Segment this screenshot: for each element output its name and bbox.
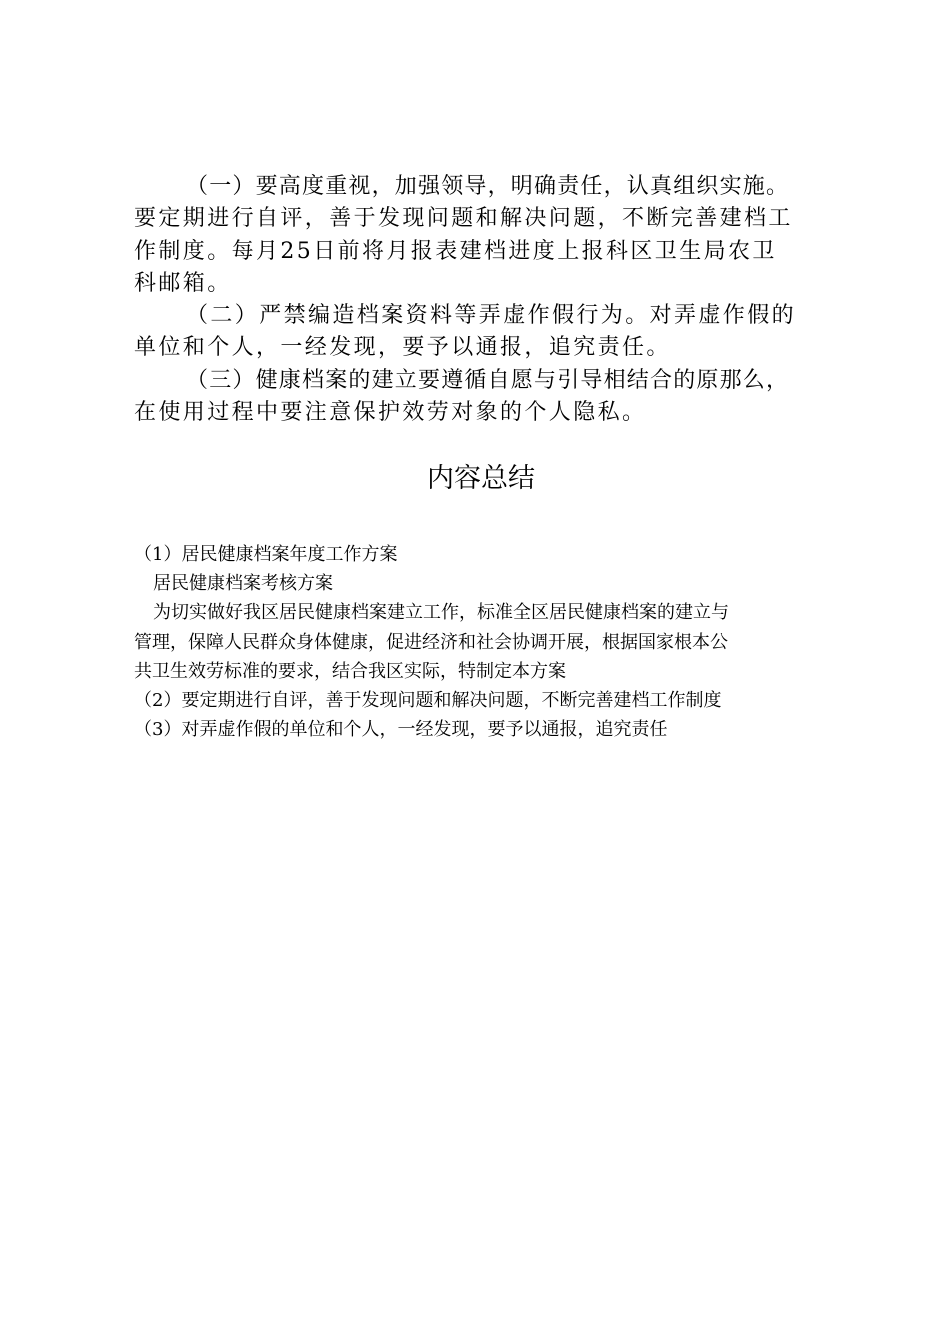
paragraph-1-line-4: 科邮箱。: [134, 270, 232, 296]
summary-item-2: （2）要定期进行自评，善于发现问题和解决问题，不断完善建档工作制度: [134, 690, 722, 712]
summary-item-1-detail-line-3: 共卫生效劳标准的要求，结合我区实际，特制定本方案: [134, 660, 566, 682]
body-text: [134, 171, 854, 429]
paragraph-1-line-1: （一）要高度重视，加强领导，明确责任，认真组织实施。: [186, 174, 790, 199]
paragraph-3-line-1: （三）健康档案的建立要遵循自愿与引导相结合的原那么，: [186, 367, 790, 393]
summary-title: 内容总结: [427, 463, 535, 494]
summary-item-3: （3）对弄虚作假的单位和个人，一经发现，要予以通报，追究责任: [134, 719, 668, 741]
summary-item-1-detail-line-2: 管理，保障人民群众身体健康，促进经济和社会协调开展，根据国家根本公: [134, 631, 728, 653]
summary-item-1-detail-line-1: 为切实做好我区居民健康档案建立工作，标准全区居民健康档案的建立与: [153, 602, 729, 624]
paragraph-3-line-2: 在使用过程中要注意保护效劳对象的个人隐私。: [134, 400, 647, 426]
summary-item-1-subtitle: 居民健康档案考核方案: [153, 573, 333, 595]
summary-list: [134, 540, 834, 744]
paragraph-2-line-1: （二）严禁编造档案资料等弄虚作假行为。对弄虚作假的: [186, 303, 797, 329]
paragraph-2-line-2: 单位和个人，一经发现，要予以通报，追究责任。: [134, 335, 671, 361]
paragraph-1-line-3: 作制度。每月25日前将月报表建档进度上报科区卫生局农卫: [134, 238, 777, 264]
paragraph-1-line-2: 要定期进行自评，善于发现问题和解决问题，不断完善建档工: [134, 206, 793, 232]
summary-item-1: （1）居民健康档案年度工作方案: [134, 544, 398, 565]
